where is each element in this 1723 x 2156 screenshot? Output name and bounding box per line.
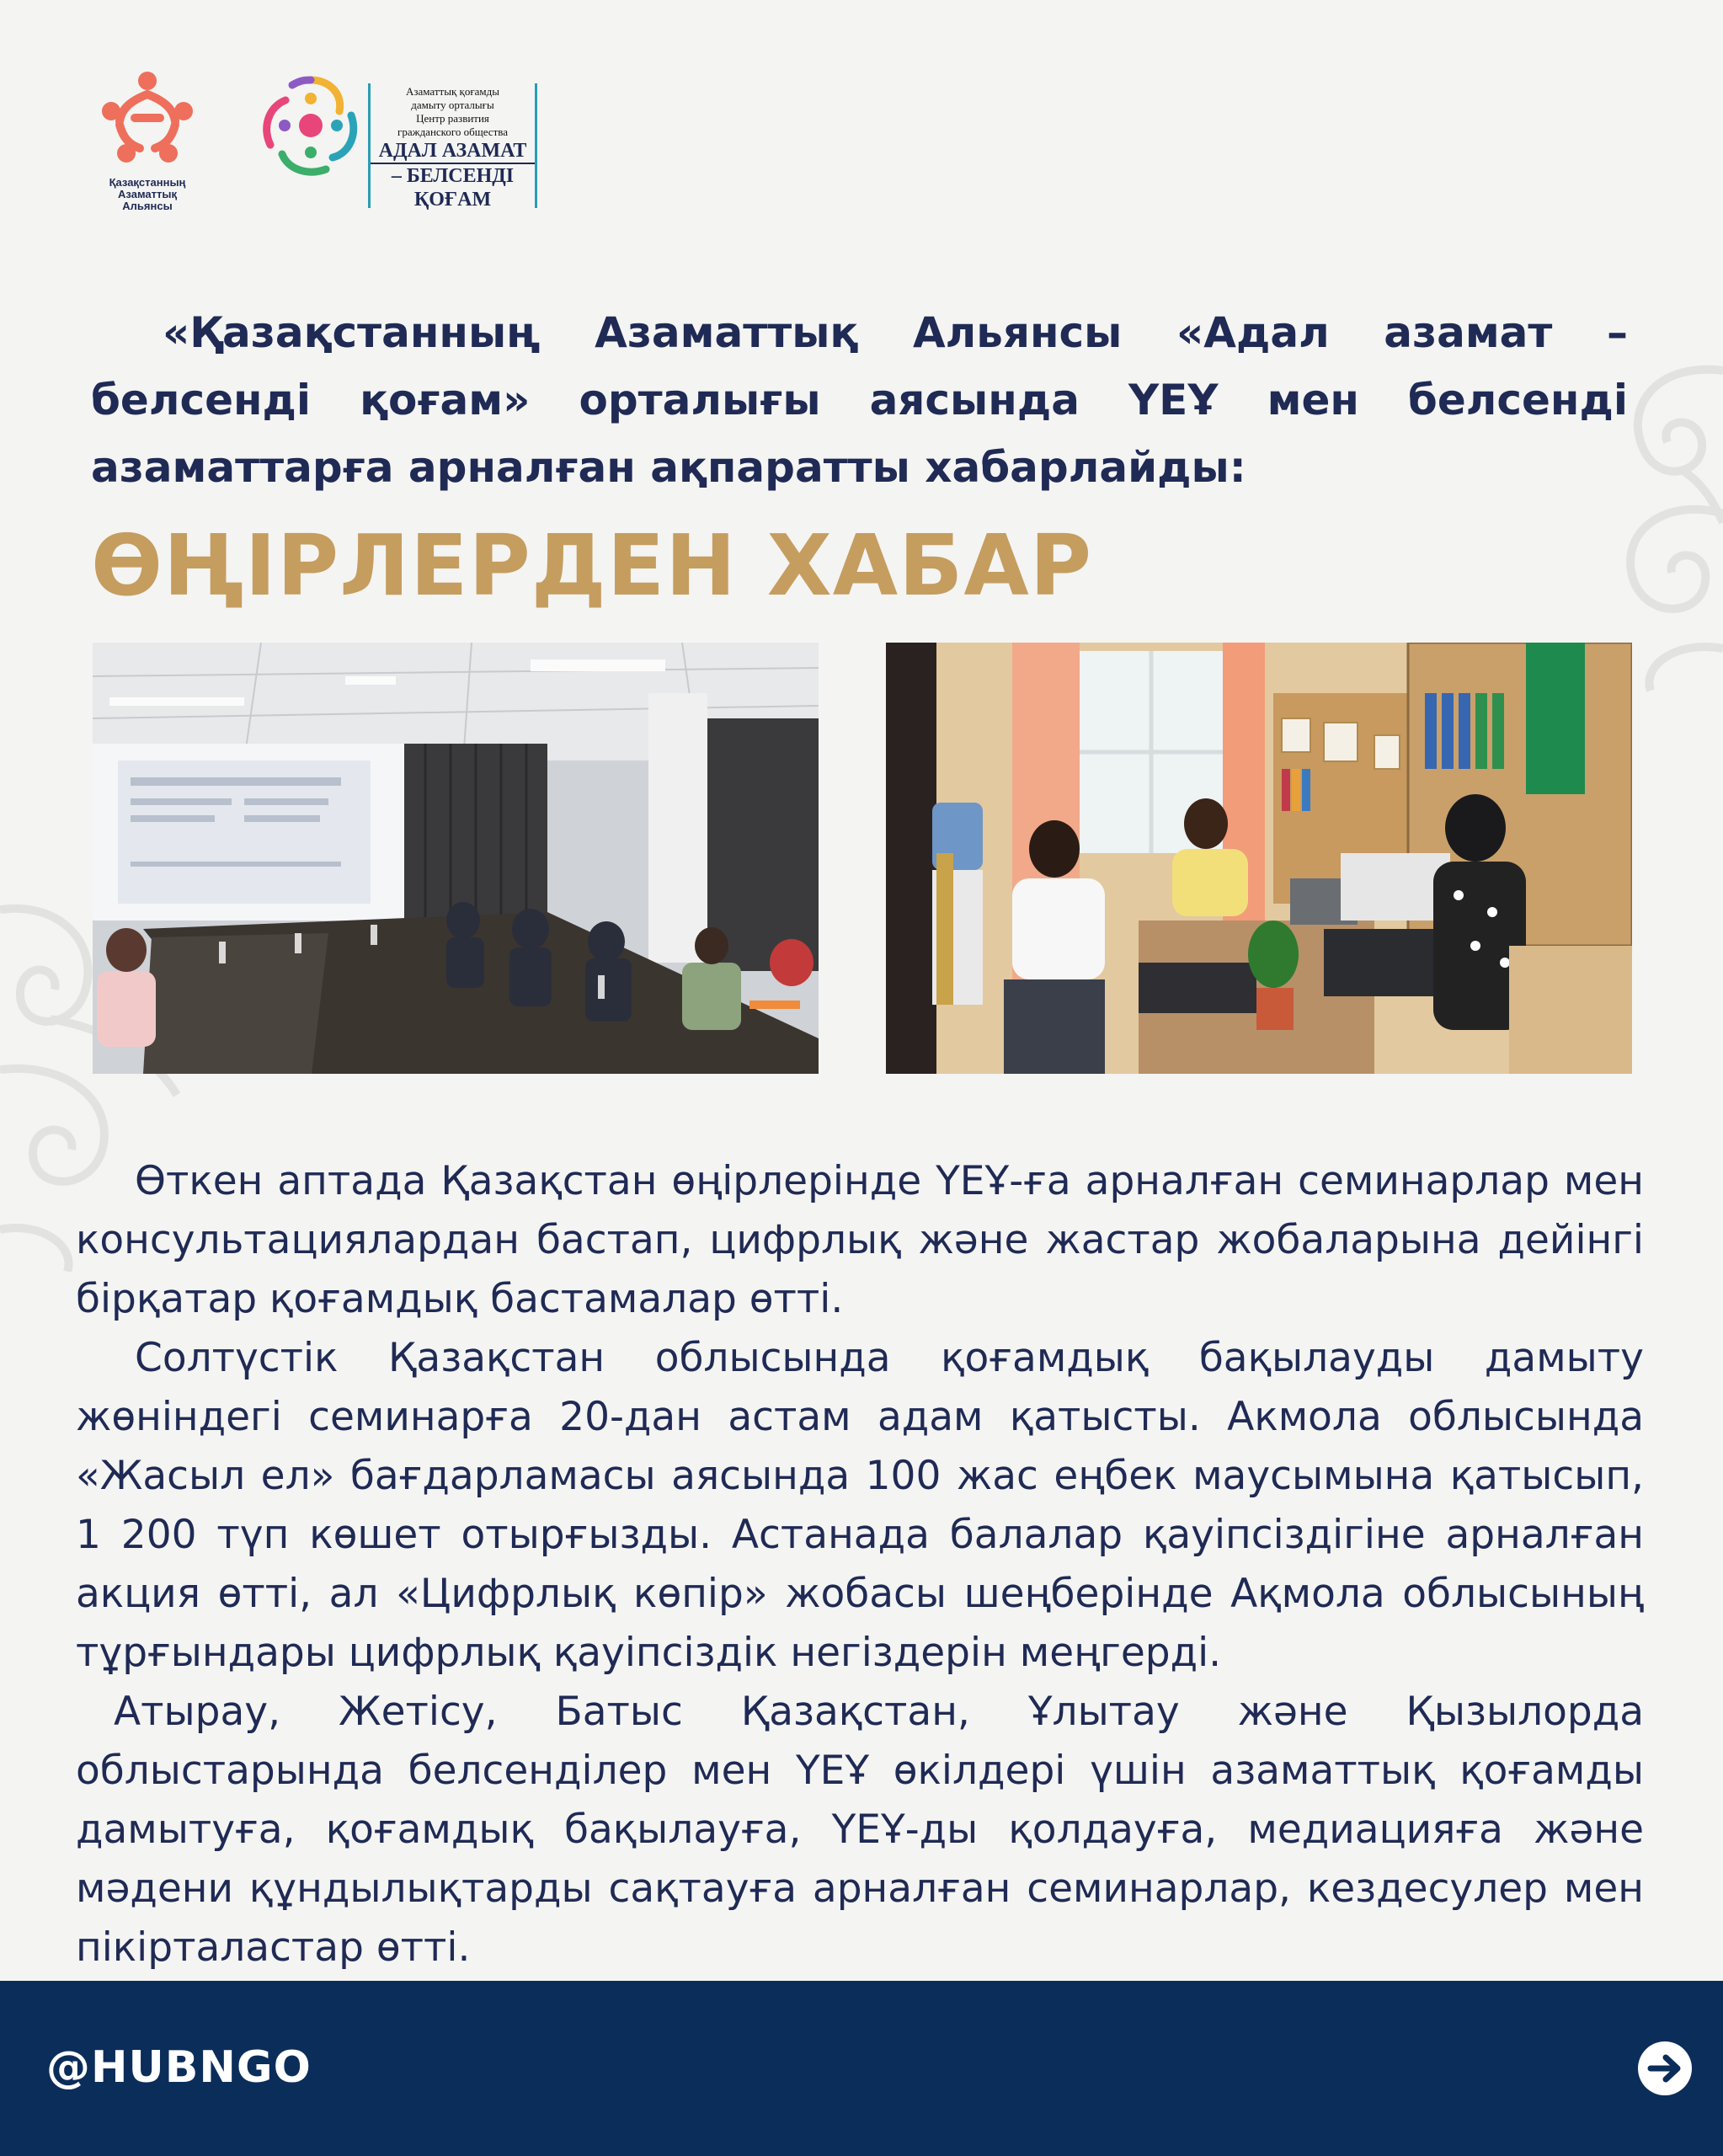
center-small-2: дамыту орталығы — [411, 99, 494, 111]
center-logo — [257, 72, 535, 215]
center-title-1: АДАЛ АЗАМАТ — [378, 140, 527, 162]
photo-seminar — [93, 643, 819, 1074]
alliance-caption-3: Альянсы — [122, 200, 173, 212]
center-emblem-icon — [259, 73, 364, 179]
center-small-3: Центр развития — [416, 112, 489, 125]
paragraph-1: Өткен аптада Қазақстан өңірлерінде ҮЕҰ-ға арналған семинарлар мен консультациялардан бастап, цифрлық және жастар жобаларына дейінгі бірқатар қоғамдық бастамалар өтті. — [76, 1158, 1644, 1322]
paragraph-3: Атырау, Жетісу, Батыс Қазақстан, Ұлытау және Қызылорда облыстарында белсенділер мен ҮЕҰ өкілдері үшін азаматтық қоғамды дамытуға, қоғамдық бақылауға, ҮЕҰ-ды қолдауға, медиацияға және мәдени құндылықтарды сақтауға арналған семинарлар, кездесулер мен пікірталастар өтті. — [76, 1689, 1644, 1971]
page-title: ӨҢІРЛЕРДЕН ХАБАР — [91, 516, 1093, 615]
arrow-right-circle-icon[interactable] — [1637, 2041, 1693, 2096]
center-small-1: Азаматтық қоғамды — [405, 85, 500, 98]
center-title-2: – БЕЛСЕНДІ ҚОҒАМ — [371, 163, 535, 211]
alliance-caption-2: Азаматтық — [118, 188, 177, 200]
alliance-caption-1: Қазақстанның — [109, 176, 186, 189]
social-handle[interactable]: @HUBNGO — [46, 2042, 312, 2093]
center-small-4: гражданского общества — [397, 125, 508, 138]
alliance-emblem-icon — [98, 69, 197, 168]
intro-text: «Қазақстанның Азаматтық Альянсы «Адал азамат – белсенді қоғам» орталығы аясында ҮЕҰ мен белсенді азаматтарға арналған ақпаратты хабарлайды: — [91, 308, 1628, 492]
paragraph-2: Солтүстік Қазақстан облысында қоғамдық бақылауды дамыту жөніндегі семинарға 20-дан астам адам қатысты. Акмола облысында «Жасыл ел» бағдарламасы аясында 100 жас еңбек маусымына қатысып, 1 200 түп көшет отырғызды. Астанада балалар қауіпсіздігіне арналған акция өтті, ал «Цифрлық көпір» жобасы шеңберінде Ақмола облысының тұрғындары цифрлық қауіпсіздік негіздерін меңгерді. — [76, 1335, 1644, 1676]
photo-office — [886, 643, 1632, 1074]
civil-alliance-logo — [93, 69, 202, 212]
article-body — [76, 1152, 1644, 1977]
